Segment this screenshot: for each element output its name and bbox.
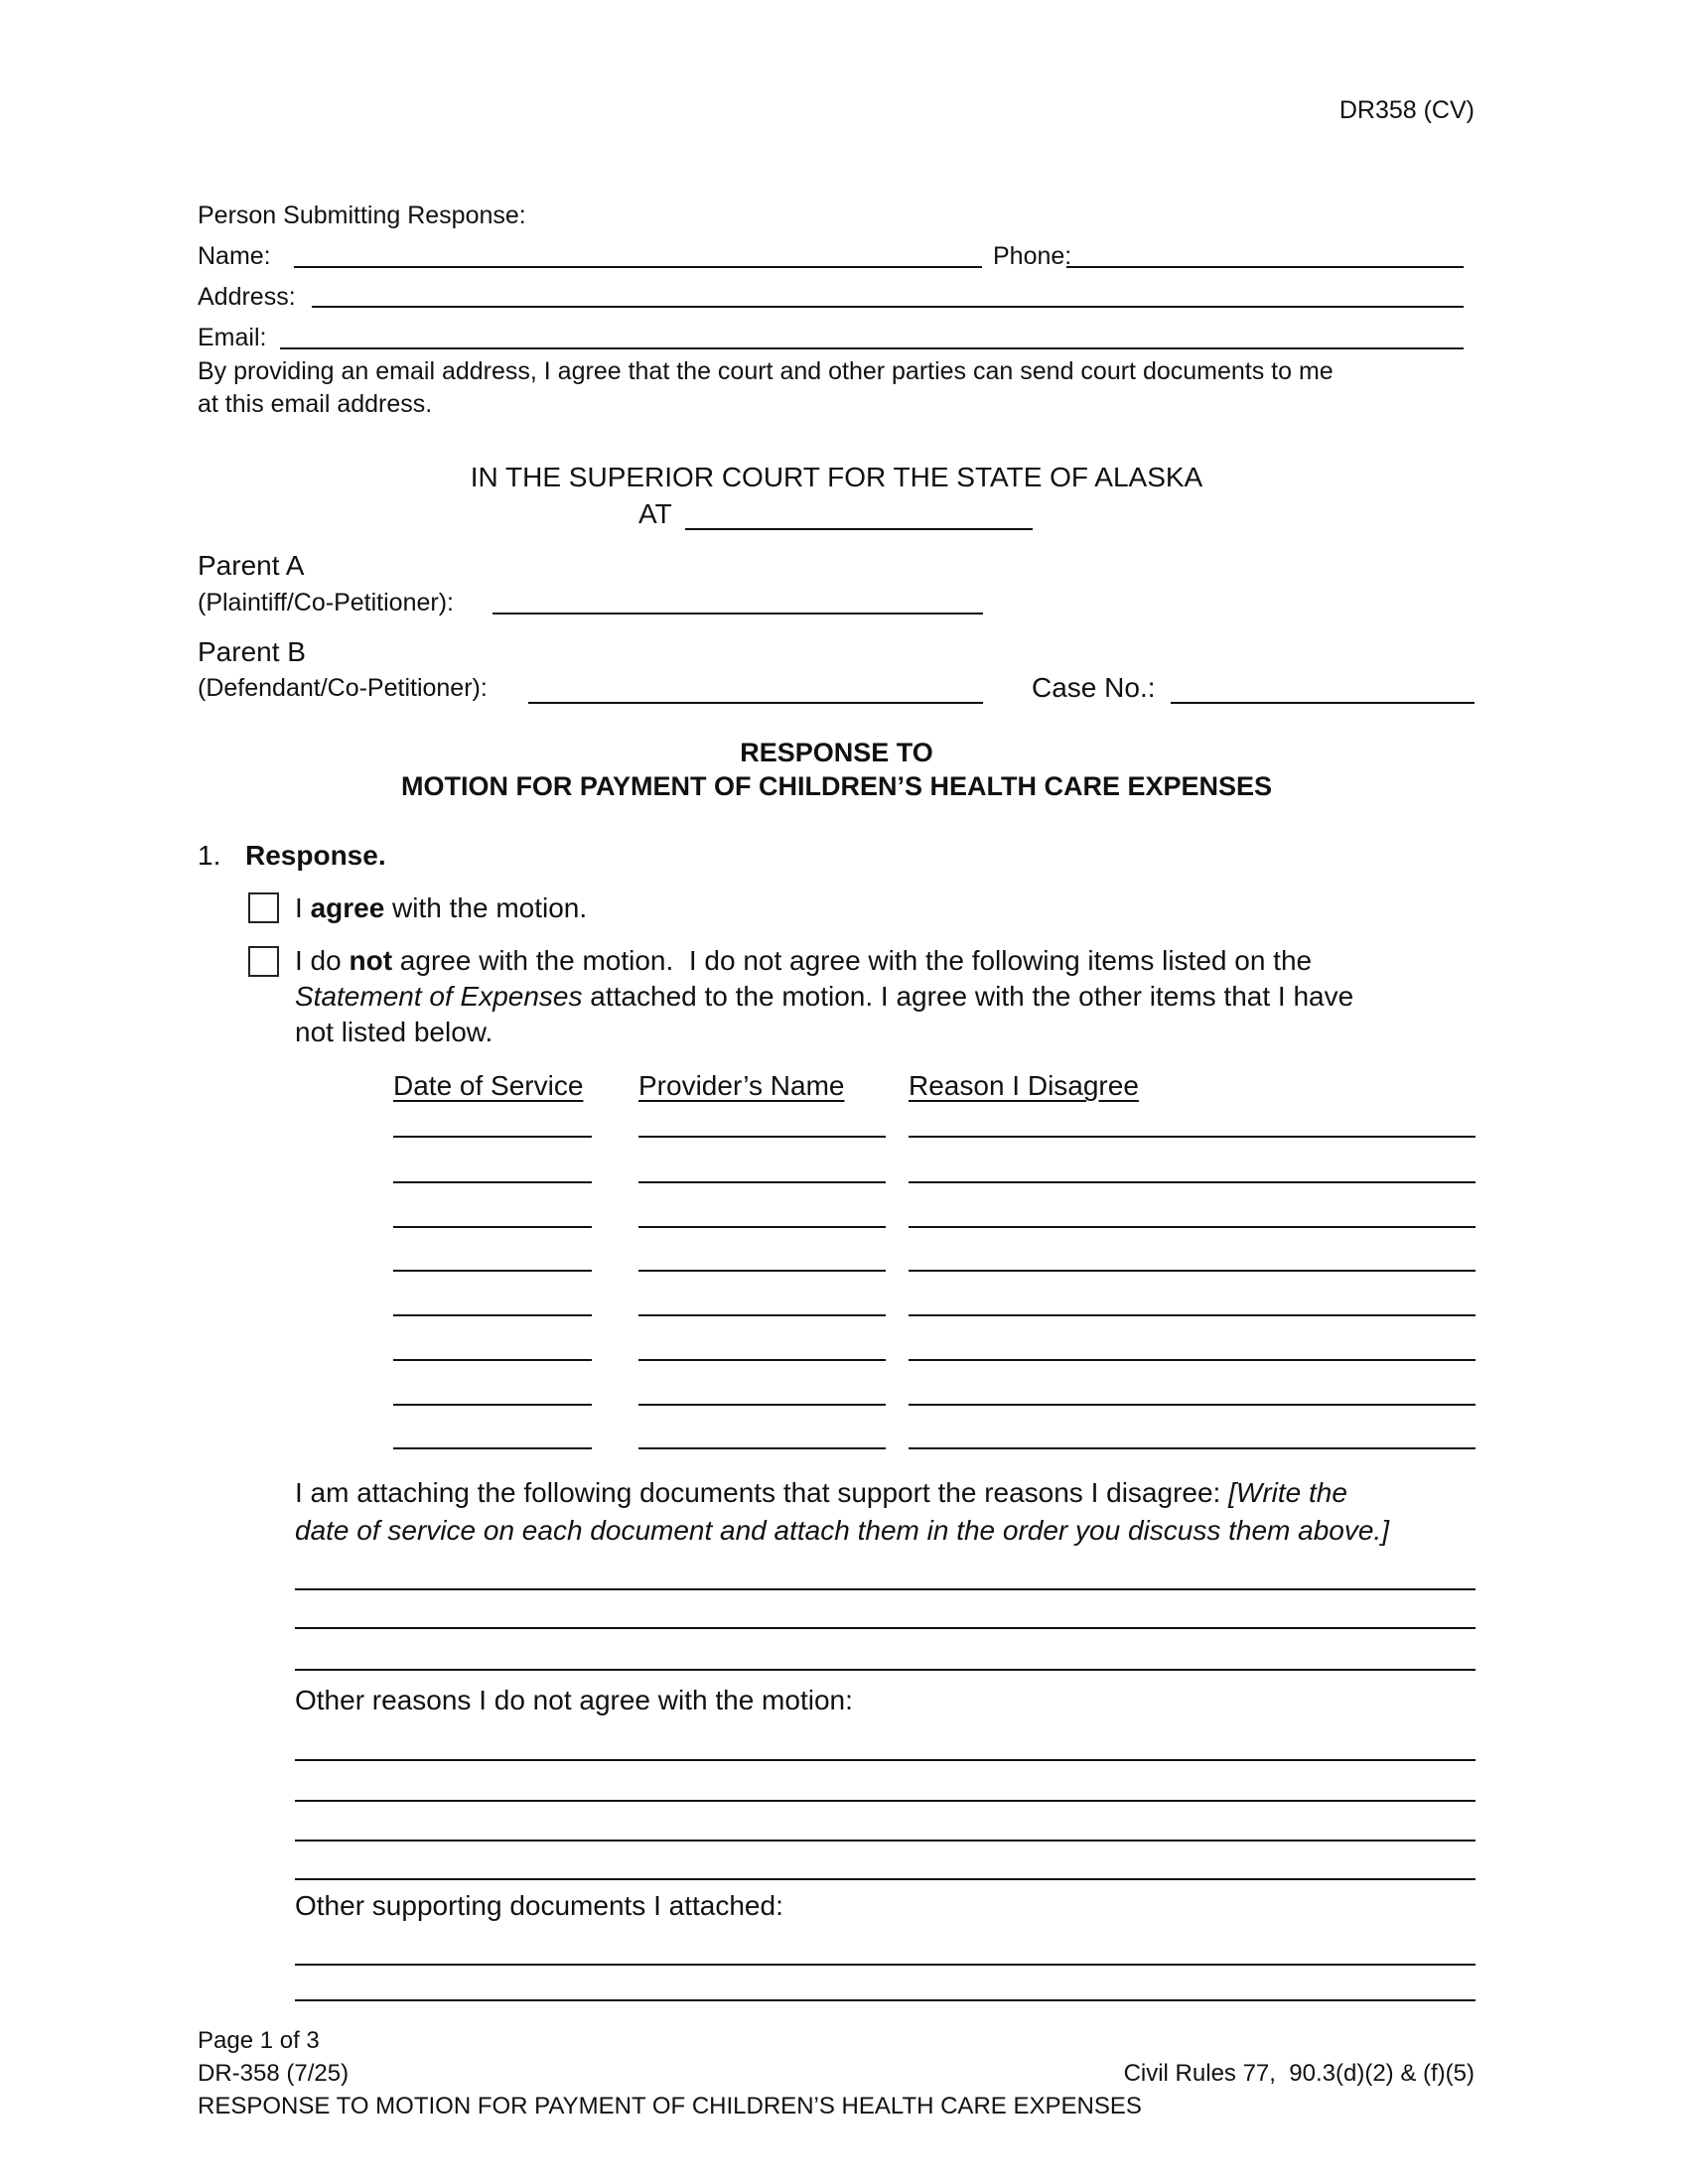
- statement-of-expenses: Statement of Expenses: [295, 981, 583, 1012]
- date-of-service-field-6[interactable]: [393, 1359, 592, 1361]
- disagree-pre: I do: [295, 945, 350, 976]
- email-consent-line-2: at this email address.: [198, 390, 433, 418]
- other-reasons-field-4[interactable]: [295, 1878, 1476, 1880]
- attached-documents-field-2[interactable]: [295, 1627, 1476, 1629]
- column-header-reason: Reason I Disagree: [909, 1070, 1139, 1101]
- form-id: DR358 (CV): [1338, 96, 1475, 124]
- reason-field-8[interactable]: [909, 1447, 1476, 1449]
- agree-checkbox[interactable]: [248, 892, 279, 923]
- parent-a-field[interactable]: [492, 613, 983, 614]
- parent-b-field[interactable]: [528, 702, 983, 704]
- address-field[interactable]: [312, 306, 1464, 308]
- email-field[interactable]: [280, 347, 1464, 349]
- document-title-line-2: MOTION FOR PAYMENT OF CHILDREN’S HEALTH CARE EXPENSES: [400, 771, 1273, 801]
- disagree-option-line-2: [295, 983, 1353, 1011]
- parent-a-role: (Plaintiff/Co-Petitioner):: [198, 589, 454, 616]
- other-docs-field-2[interactable]: [295, 1999, 1476, 2001]
- reason-field-7[interactable]: [909, 1404, 1476, 1406]
- disagree-option-line-1: [295, 947, 1312, 975]
- other-reasons-label: Other reasons I do not agree with the motion:: [295, 1685, 853, 1715]
- name-field[interactable]: [294, 266, 982, 268]
- document-title-line-1: RESPONSE TO: [740, 738, 933, 767]
- reason-field-6[interactable]: [909, 1359, 1476, 1361]
- provider-name-field-3[interactable]: [638, 1226, 886, 1228]
- email-consent-line-1: By providing an email address, I agree that the court and other parties can send court documents to me: [198, 357, 1334, 385]
- parent-b-label: Parent B: [198, 636, 306, 667]
- disagree-emphasis: not: [349, 945, 393, 976]
- other-reasons-field-1[interactable]: [295, 1759, 1476, 1761]
- provider-name-field-5[interactable]: [638, 1314, 886, 1316]
- date-of-service-field-3[interactable]: [393, 1226, 592, 1228]
- reason-field-3[interactable]: [909, 1226, 1476, 1228]
- attaching-line-1: [295, 1479, 1347, 1507]
- case-number-label: Case No.:: [1032, 672, 1156, 703]
- section-number: 1.: [198, 840, 221, 871]
- date-of-service-field-5[interactable]: [393, 1314, 592, 1316]
- parent-b-role: (Defendant/Co-Petitioner):: [198, 674, 488, 702]
- provider-name-field-4[interactable]: [638, 1270, 886, 1272]
- date-of-service-field-8[interactable]: [393, 1447, 592, 1449]
- provider-name-field-6[interactable]: [638, 1359, 886, 1361]
- court-location-field[interactable]: [685, 528, 1033, 530]
- parent-a-label: Parent A: [198, 550, 305, 581]
- date-of-service-field-2[interactable]: [393, 1181, 592, 1183]
- column-header-provider-name: Provider’s Name: [638, 1070, 845, 1101]
- other-reasons-field-2[interactable]: [295, 1800, 1476, 1802]
- disagree-option-line-3: not listed below.: [295, 1017, 493, 1047]
- email-label: Email:: [198, 324, 267, 351]
- submitter-heading: Person Submitting Response:: [198, 202, 526, 229]
- agree-emphasis: agree: [310, 892, 385, 923]
- footer-form-revision: DR-358 (7/25): [198, 2060, 350, 2087]
- column-header-date-of-service: Date of Service: [393, 1070, 584, 1101]
- reason-field-4[interactable]: [909, 1270, 1476, 1272]
- court-location-label: AT: [638, 498, 672, 529]
- attaching-instruction-2: date of service on each document and attach them in the order you discuss them above.]: [295, 1515, 1389, 1546]
- reason-field-5[interactable]: [909, 1314, 1476, 1316]
- other-reasons-field-3[interactable]: [295, 1840, 1476, 1842]
- reason-field-2[interactable]: [909, 1181, 1476, 1183]
- other-docs-label: Other supporting documents I attached:: [295, 1890, 783, 1921]
- agree-post: with the motion.: [384, 892, 588, 923]
- disagree-line-1-post: agree with the motion. I do not agree with the following items listed on the: [392, 945, 1313, 976]
- date-of-service-field-4[interactable]: [393, 1270, 592, 1272]
- provider-name-field-2[interactable]: [638, 1181, 886, 1183]
- other-docs-field-1[interactable]: [295, 1964, 1476, 1966]
- phone-label: Phone:: [993, 242, 1072, 270]
- agree-option-text: [295, 894, 587, 922]
- attached-documents-field-1[interactable]: [295, 1588, 1476, 1590]
- attached-documents-field-3[interactable]: [295, 1669, 1476, 1671]
- reason-field-1[interactable]: [909, 1136, 1476, 1138]
- attaching-text: I am attaching the following documents that support the reasons I disagree:: [295, 1477, 1229, 1508]
- provider-name-field-1[interactable]: [638, 1136, 886, 1138]
- disagree-line-2-post: attached to the motion. I agree with the other items that I have: [582, 981, 1354, 1012]
- footer-title: RESPONSE TO MOTION FOR PAYMENT OF CHILDREN’S HEALTH CARE EXPENSES: [198, 2093, 1142, 2119]
- address-label: Address:: [198, 283, 296, 311]
- date-of-service-field-7[interactable]: [393, 1404, 592, 1406]
- court-title: IN THE SUPERIOR COURT FOR THE STATE OF ALASKA: [470, 462, 1203, 492]
- section-title: Response.: [245, 840, 386, 871]
- attaching-line-2: [295, 1517, 1389, 1545]
- provider-name-field-8[interactable]: [638, 1447, 886, 1449]
- name-label: Name:: [198, 242, 271, 270]
- footer-civil-rules: Civil Rules 77, 90.3(d)(2) & (f)(5): [1123, 2060, 1475, 2087]
- attaching-instruction-1: [Write the: [1228, 1477, 1347, 1508]
- provider-name-field-7[interactable]: [638, 1404, 886, 1406]
- date-of-service-field-1[interactable]: [393, 1136, 592, 1138]
- disagree-checkbox[interactable]: [248, 946, 279, 977]
- footer-page-number: Page 1 of 3: [198, 2027, 320, 2054]
- phone-field[interactable]: [1066, 266, 1464, 268]
- case-number-field[interactable]: [1171, 702, 1475, 704]
- agree-pre: I: [295, 892, 311, 923]
